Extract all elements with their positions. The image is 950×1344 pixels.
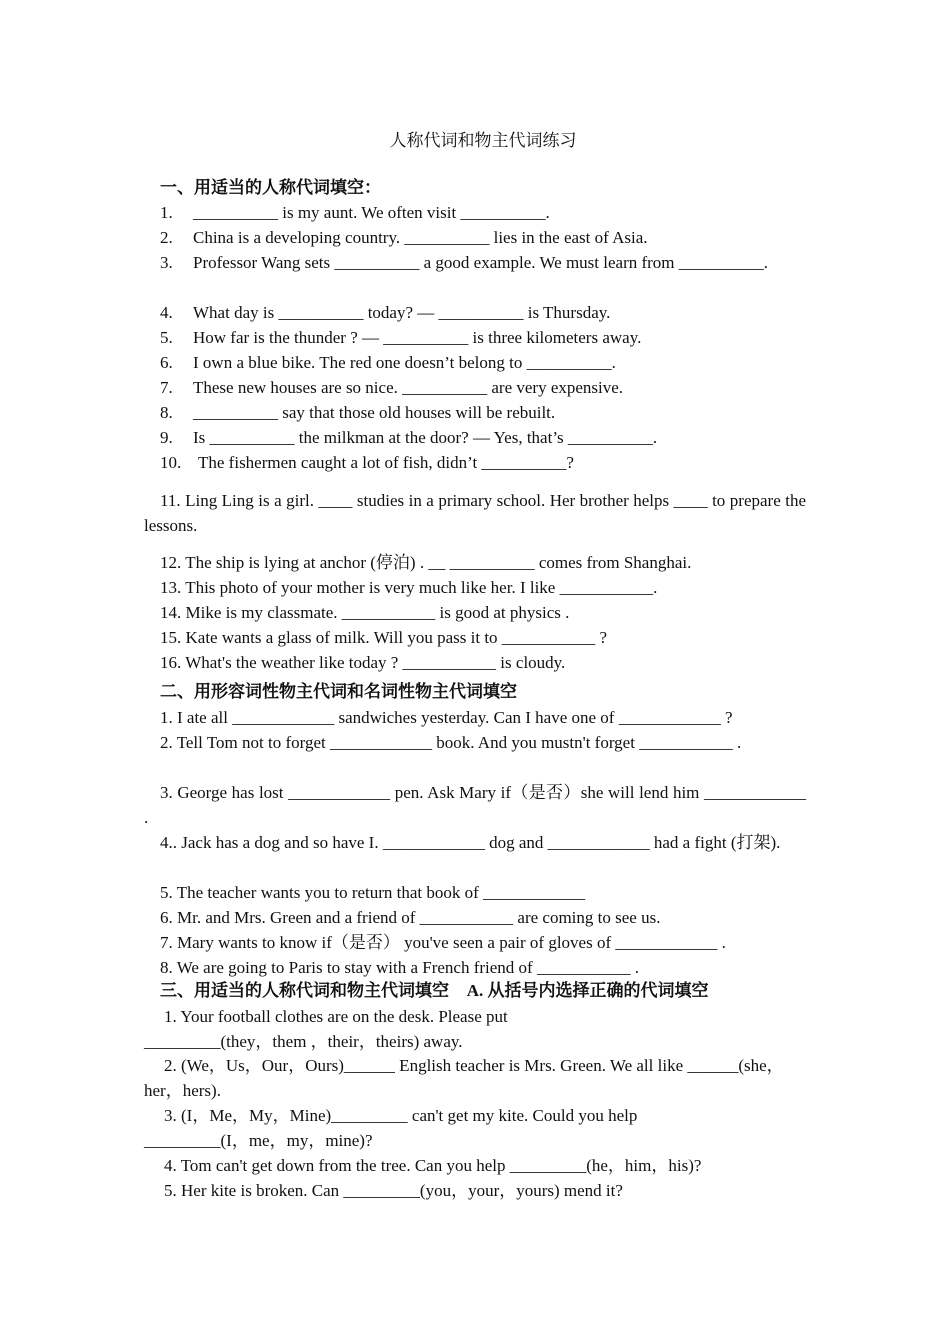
section3-subheading: A. 从括号内选择正确的代词填空: [466, 981, 709, 1000]
list-item: 2. Tell Tom not to forget ____________ book. And you mustn't forget ___________ .: [160, 733, 742, 752]
list-item: 9. Is __________ the milkman at the door? — Yes, that’s __________.: [160, 428, 658, 447]
list-item: 5. The teacher wants you to return that book of ____________: [160, 883, 586, 902]
list-item: 1. I ate all ____________ sandwiches yesterday. Can I have one of ____________ ?: [160, 708, 733, 727]
list-item: 11. Ling Ling is a girl. ____ studies in a primary school. Her brother helps ____ to prepare the lessons.: [144, 491, 806, 535]
list-item: 3. Professor Wang sets __________ a good example. We must learn from __________.: [160, 253, 769, 272]
list-item: 3. George has lost ____________ pen. Ask Mary if（是否）she will lend him ____________ .: [144, 783, 806, 827]
list-item: 8. We are going to Paris to stay with a French friend of ___________ .: [160, 958, 639, 977]
list-item: 1. __________ is my aunt. We often visit __________.: [160, 203, 550, 222]
list-item: 5. Her kite is broken. Can _________(you，your，yours) mend it?: [164, 1181, 623, 1200]
list-item: 10. The fishermen caught a lot of fish, didn’t __________?: [160, 453, 574, 472]
list-item: 4.. Jack has a dog and so have I. ____________ dog and ____________ had a fight (打架).: [160, 833, 781, 852]
list-item: 4. Tom can't get down from the tree. Can you help _________(he，him，his)?: [164, 1156, 702, 1175]
list-item: 1. Your football clothes are on the desk. Please put _________(they，them ，their，theirs) away.: [144, 1007, 508, 1051]
list-item: 2. China is a developing country. __________ lies in the east of Asia.: [160, 228, 648, 247]
section1-heading: 一、用适当的人称代词填空：: [160, 178, 381, 198]
list-item: 3. (I，Me，My，Mine)_________ can't get my kite. Could you help _________(I，me，my，mine)?: [144, 1106, 638, 1150]
section2-heading: 二、用形容词性物主代词和名词性物主代词填空: [160, 682, 517, 702]
page-title: 人称代词和物主代词练习: [389, 131, 577, 151]
list-item: 7. Mary wants to know if（是否） you've seen a pair of gloves of ____________ .: [160, 933, 726, 952]
list-item: 15. Kate wants a glass of milk. Will you pass it to ___________ ?: [160, 628, 608, 647]
list-item: 7. These new houses are so nice. __________ are very expensive.: [160, 378, 624, 397]
list-item: 6. I own a blue bike. The red one doesn’t belong to __________.: [160, 353, 616, 372]
list-item: 4. What day is __________ today? — __________ is Thursday.: [160, 303, 611, 322]
list-item: 8. __________ say that those old houses will be rebuilt.: [160, 403, 556, 422]
list-item: 5. How far is the thunder ? — __________ is three kilometers away.: [160, 328, 642, 347]
list-item: 16. What's the weather like today ? ___________ is cloudy.: [160, 653, 566, 672]
list-item: 2. (We，Us，Our，Ours)______ English teacher is Mrs. Green. We all like ______(she，her，hers).: [144, 1056, 784, 1100]
list-item: 12. The ship is lying at anchor (停泊) . __ __________ comes from Shanghai.: [160, 553, 692, 572]
section3-heading: 三、用适当的人称代词和物主代词填空 A. 从括号内选择正确的代词填空: [160, 981, 709, 1001]
list-item: 14. Mike is my classmate. ___________ is good at physics .: [160, 603, 570, 622]
list-item: 13. This photo of your mother is very much like her. I like ___________.: [160, 578, 658, 597]
list-item: 6. Mr. and Mrs. Green and a friend of ___________ are coming to see us.: [160, 908, 661, 927]
